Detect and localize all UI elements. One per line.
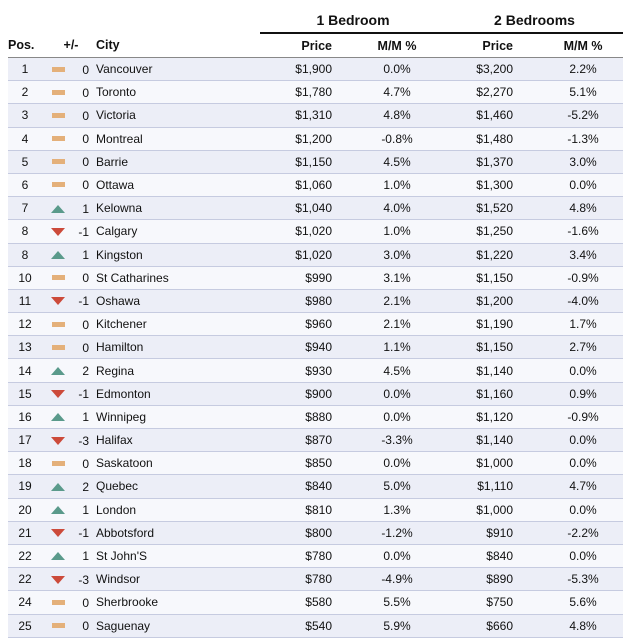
- column-header-mm-2br: M/M %: [513, 33, 623, 58]
- trend-same-icon: [52, 461, 65, 466]
- change-value: 0: [82, 155, 89, 170]
- cell-mm-2br: 2.7%: [513, 336, 623, 359]
- cell-mm-1br: 0.0%: [342, 382, 446, 405]
- cell-mm-1br: -1.2%: [342, 521, 446, 544]
- trend-up-icon: [51, 552, 65, 560]
- cell-pos: 5: [8, 150, 48, 173]
- cell-price-2br: $2,270: [446, 81, 513, 104]
- table-row: [8, 568, 623, 591]
- cell-mm-2br: -4.0%: [513, 289, 623, 312]
- cell-price-1br: $1,200: [260, 127, 342, 150]
- cell-city: Kelowna: [94, 197, 260, 220]
- cell-change: [48, 220, 94, 243]
- trend-same-icon: [52, 275, 65, 280]
- cell-price-2br: $1,000: [446, 498, 513, 521]
- table-header: [8, 8, 623, 58]
- table-row: [8, 336, 623, 359]
- table-row: [8, 266, 623, 289]
- cell-mm-2br: -0.9%: [513, 405, 623, 428]
- cell-mm-1br: 0.0%: [342, 452, 446, 475]
- cell-city: Vancouver: [94, 58, 260, 81]
- cell-mm-1br: 4.7%: [342, 81, 446, 104]
- cell-price-1br: $1,780: [260, 81, 342, 104]
- cell-city: Regina: [94, 359, 260, 382]
- change-value: 1: [82, 248, 89, 262]
- cell-mm-1br: 4.5%: [342, 359, 446, 382]
- cell-mm-2br: 0.0%: [513, 173, 623, 196]
- trend-down-icon: [51, 576, 65, 584]
- cell-price-2br: $890: [446, 568, 513, 591]
- trend-down-icon: [51, 529, 65, 537]
- table-row: [8, 104, 623, 127]
- column-header-mm-1br: M/M %: [342, 33, 446, 58]
- cell-mm-2br: 2.2%: [513, 58, 623, 81]
- change-value: 1: [82, 549, 89, 564]
- cell-price-2br: $1,150: [446, 266, 513, 289]
- cell-city: Saguenay: [94, 614, 260, 637]
- cell-price-1br: $540: [260, 614, 342, 637]
- cell-pos: 3: [8, 104, 48, 127]
- change-value: 0: [82, 85, 89, 100]
- trend-up-icon: [51, 506, 65, 514]
- cell-price-1br: $800: [260, 521, 342, 544]
- column-header-change: +/-: [48, 33, 94, 58]
- table-row: [8, 359, 623, 382]
- cell-city: Kitchener: [94, 313, 260, 336]
- cell-change: [48, 81, 94, 104]
- trend-same-icon: [52, 90, 65, 95]
- cell-change: [48, 173, 94, 196]
- table-body: [8, 58, 623, 638]
- table-row: [8, 197, 623, 220]
- trend-down-icon: [51, 297, 65, 305]
- cell-pos: 21: [8, 521, 48, 544]
- table-row: [8, 544, 623, 567]
- cell-city: Oshawa: [94, 289, 260, 312]
- cell-city: Toronto: [94, 81, 260, 104]
- cell-price-2br: $3,200: [446, 58, 513, 81]
- table-row: [8, 173, 623, 196]
- cell-mm-2br: 3.0%: [513, 150, 623, 173]
- table-row: [8, 452, 623, 475]
- trend-down-icon: [51, 390, 65, 398]
- cell-mm-2br: -0.9%: [513, 266, 623, 289]
- change-value: 0: [82, 132, 89, 147]
- trend-same-icon: [52, 600, 65, 605]
- change-value: 2: [82, 363, 89, 378]
- cell-mm-1br: 0.0%: [342, 58, 446, 81]
- cell-mm-2br: -1.6%: [513, 220, 623, 243]
- cell-mm-1br: 1.3%: [342, 498, 446, 521]
- cell-price-1br: $840: [260, 475, 342, 498]
- trend-same-icon: [52, 182, 65, 187]
- cell-pos: 1: [8, 58, 48, 81]
- cell-price-2br: $1,110: [446, 475, 513, 498]
- cell-price-2br: $1,300: [446, 173, 513, 196]
- cell-mm-2br: -1.3%: [513, 127, 623, 150]
- cell-change: [48, 498, 94, 521]
- cell-price-2br: $1,370: [446, 150, 513, 173]
- cell-price-2br: $1,000: [446, 452, 513, 475]
- cell-price-1br: $980: [260, 289, 342, 312]
- table-row: [8, 127, 623, 150]
- cell-mm-2br: 0.0%: [513, 359, 623, 382]
- trend-same-icon: [52, 136, 65, 141]
- cell-pos: 22: [8, 568, 48, 591]
- cell-change: [48, 521, 94, 544]
- trend-same-icon: [52, 345, 65, 350]
- cell-city: Edmonton: [94, 382, 260, 405]
- column-header-row: [8, 33, 623, 58]
- cell-change: [48, 614, 94, 637]
- cell-price-1br: $1,310: [260, 104, 342, 127]
- trend-same-icon: [52, 322, 65, 327]
- table-row: [8, 382, 623, 405]
- cell-price-2br: $1,220: [446, 243, 513, 266]
- column-header-price-1br: Price: [260, 33, 342, 58]
- cell-mm-1br: 5.0%: [342, 475, 446, 498]
- cell-pos: 22: [8, 544, 48, 567]
- rent-ranking-table: [8, 8, 623, 638]
- trend-same-icon: [52, 113, 65, 118]
- cell-pos: 13: [8, 336, 48, 359]
- cell-city: Victoria: [94, 104, 260, 127]
- change-value: -1: [78, 387, 89, 402]
- change-value: 0: [82, 619, 89, 633]
- group-header-spacer: [8, 8, 260, 33]
- cell-change: [48, 405, 94, 428]
- cell-mm-1br: -0.8%: [342, 127, 446, 150]
- trend-same-icon: [52, 159, 65, 164]
- column-header-pos: Pos.: [8, 33, 48, 58]
- cell-mm-1br: 3.1%: [342, 266, 446, 289]
- cell-mm-2br: 0.0%: [513, 544, 623, 567]
- change-value: 1: [82, 201, 89, 216]
- cell-mm-1br: -3.3%: [342, 429, 446, 452]
- cell-mm-1br: 1.0%: [342, 173, 446, 196]
- cell-pos: 8: [8, 220, 48, 243]
- cell-change: [48, 452, 94, 475]
- cell-city: Quebec: [94, 475, 260, 498]
- cell-pos: 11: [8, 289, 48, 312]
- cell-mm-2br: 5.6%: [513, 591, 623, 614]
- group-header-row: [8, 8, 623, 33]
- trend-up-icon: [51, 205, 65, 213]
- cell-price-2br: $840: [446, 544, 513, 567]
- cell-mm-2br: -2.2%: [513, 521, 623, 544]
- change-value: 0: [82, 595, 89, 610]
- trend-down-icon: [51, 228, 65, 236]
- cell-change: [48, 127, 94, 150]
- change-value: 0: [82, 62, 89, 77]
- cell-pos: 19: [8, 475, 48, 498]
- cell-city: St John'S: [94, 544, 260, 567]
- change-value: 1: [82, 410, 89, 425]
- cell-mm-2br: 0.0%: [513, 498, 623, 521]
- cell-price-2br: $1,460: [446, 104, 513, 127]
- cell-mm-1br: 3.0%: [342, 243, 446, 266]
- cell-mm-2br: -5.3%: [513, 568, 623, 591]
- cell-mm-2br: 0.9%: [513, 382, 623, 405]
- table-row: [8, 429, 623, 452]
- cell-mm-1br: 0.0%: [342, 405, 446, 428]
- table-row: [8, 220, 623, 243]
- cell-price-2br: $750: [446, 591, 513, 614]
- cell-mm-2br: -5.2%: [513, 104, 623, 127]
- cell-price-1br: $1,020: [260, 243, 342, 266]
- cell-price-1br: $1,150: [260, 150, 342, 173]
- cell-change: [48, 289, 94, 312]
- cell-change: [48, 266, 94, 289]
- cell-pos: 2: [8, 81, 48, 104]
- table-row: [8, 289, 623, 312]
- table-row: [8, 243, 623, 266]
- table-row: [8, 591, 623, 614]
- cell-price-1br: $780: [260, 568, 342, 591]
- cell-city: St Catharines: [94, 266, 260, 289]
- cell-price-2br: $1,140: [446, 359, 513, 382]
- cell-pos: 6: [8, 173, 48, 196]
- cell-pos: 14: [8, 359, 48, 382]
- cell-city: Kingston: [94, 243, 260, 266]
- cell-price-2br: $1,150: [446, 336, 513, 359]
- cell-change: [48, 58, 94, 81]
- cell-price-1br: $1,060: [260, 173, 342, 196]
- cell-price-1br: $960: [260, 313, 342, 336]
- cell-mm-1br: 0.0%: [342, 544, 446, 567]
- change-value: 0: [82, 178, 89, 193]
- cell-city: Hamilton: [94, 336, 260, 359]
- trend-up-icon: [51, 251, 65, 259]
- trend-same-icon: [52, 623, 65, 628]
- cell-mm-2br: 1.7%: [513, 313, 623, 336]
- cell-mm-2br: 0.0%: [513, 429, 623, 452]
- cell-mm-1br: 4.8%: [342, 104, 446, 127]
- cell-change: [48, 243, 94, 266]
- cell-price-1br: $930: [260, 359, 342, 382]
- change-value: 0: [82, 271, 89, 286]
- table-row: [8, 150, 623, 173]
- cell-mm-2br: 0.0%: [513, 452, 623, 475]
- cell-price-2br: $1,200: [446, 289, 513, 312]
- cell-city: Halifax: [94, 429, 260, 452]
- cell-city: Windsor: [94, 568, 260, 591]
- trend-down-icon: [51, 437, 65, 445]
- group-header-1-bedroom: 1 Bedroom: [260, 8, 446, 33]
- change-value: -3: [78, 572, 89, 587]
- cell-pos: 8: [8, 243, 48, 266]
- trend-up-icon: [51, 413, 65, 421]
- cell-price-2br: $1,160: [446, 382, 513, 405]
- table-row: [8, 58, 623, 81]
- change-value: 1: [82, 503, 89, 518]
- table-row: [8, 521, 623, 544]
- column-header-price-2br: Price: [446, 33, 513, 58]
- cell-change: [48, 429, 94, 452]
- trend-up-icon: [51, 367, 65, 375]
- column-header-city: City: [94, 33, 260, 58]
- trend-up-icon: [51, 483, 65, 491]
- cell-change: [48, 104, 94, 127]
- table-row: [8, 313, 623, 336]
- cell-change: [48, 544, 94, 567]
- cell-city: Calgary: [94, 220, 260, 243]
- cell-price-2br: $1,190: [446, 313, 513, 336]
- cell-mm-1br: 4.5%: [342, 150, 446, 173]
- cell-change: [48, 382, 94, 405]
- cell-price-2br: $660: [446, 614, 513, 637]
- cell-mm-1br: 2.1%: [342, 313, 446, 336]
- table-row: [8, 498, 623, 521]
- cell-pos: 18: [8, 452, 48, 475]
- cell-city: Ottawa: [94, 173, 260, 196]
- trend-same-icon: [52, 67, 65, 72]
- cell-mm-2br: 4.8%: [513, 197, 623, 220]
- change-value: -1: [78, 526, 89, 541]
- cell-price-1br: $900: [260, 382, 342, 405]
- cell-change: [48, 336, 94, 359]
- cell-price-2br: $1,140: [446, 429, 513, 452]
- cell-pos: 4: [8, 127, 48, 150]
- change-value: -3: [78, 433, 89, 448]
- cell-price-1br: $1,020: [260, 220, 342, 243]
- cell-pos: 17: [8, 429, 48, 452]
- table-row: [8, 405, 623, 428]
- cell-price-1br: $580: [260, 591, 342, 614]
- cell-city: Montreal: [94, 127, 260, 150]
- cell-change: [48, 475, 94, 498]
- cell-pos: 20: [8, 498, 48, 521]
- table-row: [8, 614, 623, 637]
- cell-price-2br: $1,120: [446, 405, 513, 428]
- change-value: 0: [82, 456, 89, 471]
- cell-change: [48, 359, 94, 382]
- cell-city: Barrie: [94, 150, 260, 173]
- cell-pos: 15: [8, 382, 48, 405]
- cell-pos: 24: [8, 591, 48, 614]
- table-row: [8, 81, 623, 104]
- cell-price-2br: $1,480: [446, 127, 513, 150]
- change-value: 2: [82, 479, 89, 494]
- change-value: -1: [78, 224, 89, 239]
- cell-mm-2br: 4.7%: [513, 475, 623, 498]
- cell-price-1br: $940: [260, 336, 342, 359]
- cell-city: Winnipeg: [94, 405, 260, 428]
- cell-pos: 16: [8, 405, 48, 428]
- change-value: 0: [82, 108, 89, 123]
- cell-mm-1br: 4.0%: [342, 197, 446, 220]
- cell-mm-2br: 4.8%: [513, 614, 623, 637]
- cell-price-1br: $850: [260, 452, 342, 475]
- cell-city: Sherbrooke: [94, 591, 260, 614]
- cell-pos: 12: [8, 313, 48, 336]
- cell-pos: 7: [8, 197, 48, 220]
- cell-change: [48, 591, 94, 614]
- cell-pos: 10: [8, 266, 48, 289]
- cell-price-1br: $990: [260, 266, 342, 289]
- cell-mm-2br: 5.1%: [513, 81, 623, 104]
- cell-city: Abbotsford: [94, 521, 260, 544]
- cell-price-2br: $1,520: [446, 197, 513, 220]
- cell-change: [48, 197, 94, 220]
- cell-price-1br: $1,900: [260, 58, 342, 81]
- cell-pos: 25: [8, 614, 48, 637]
- group-header-2-bedrooms: 2 Bedrooms: [446, 8, 623, 33]
- table-row: [8, 475, 623, 498]
- cell-price-1br: $810: [260, 498, 342, 521]
- cell-price-1br: $780: [260, 544, 342, 567]
- change-value: 0: [82, 317, 89, 332]
- cell-price-1br: $870: [260, 429, 342, 452]
- cell-mm-1br: 1.1%: [342, 336, 446, 359]
- change-value: 0: [82, 340, 89, 355]
- cell-mm-1br: 5.9%: [342, 614, 446, 637]
- cell-mm-1br: 2.1%: [342, 289, 446, 312]
- cell-change: [48, 568, 94, 591]
- cell-price-2br: $910: [446, 521, 513, 544]
- cell-change: [48, 150, 94, 173]
- cell-city: London: [94, 498, 260, 521]
- cell-price-1br: $1,040: [260, 197, 342, 220]
- change-value: -1: [78, 294, 89, 309]
- cell-mm-1br: 1.0%: [342, 220, 446, 243]
- cell-change: [48, 313, 94, 336]
- cell-mm-2br: 3.4%: [513, 243, 623, 266]
- cell-mm-1br: -4.9%: [342, 568, 446, 591]
- cell-price-2br: $1,250: [446, 220, 513, 243]
- cell-price-1br: $880: [260, 405, 342, 428]
- cell-mm-1br: 5.5%: [342, 591, 446, 614]
- cell-city: Saskatoon: [94, 452, 260, 475]
